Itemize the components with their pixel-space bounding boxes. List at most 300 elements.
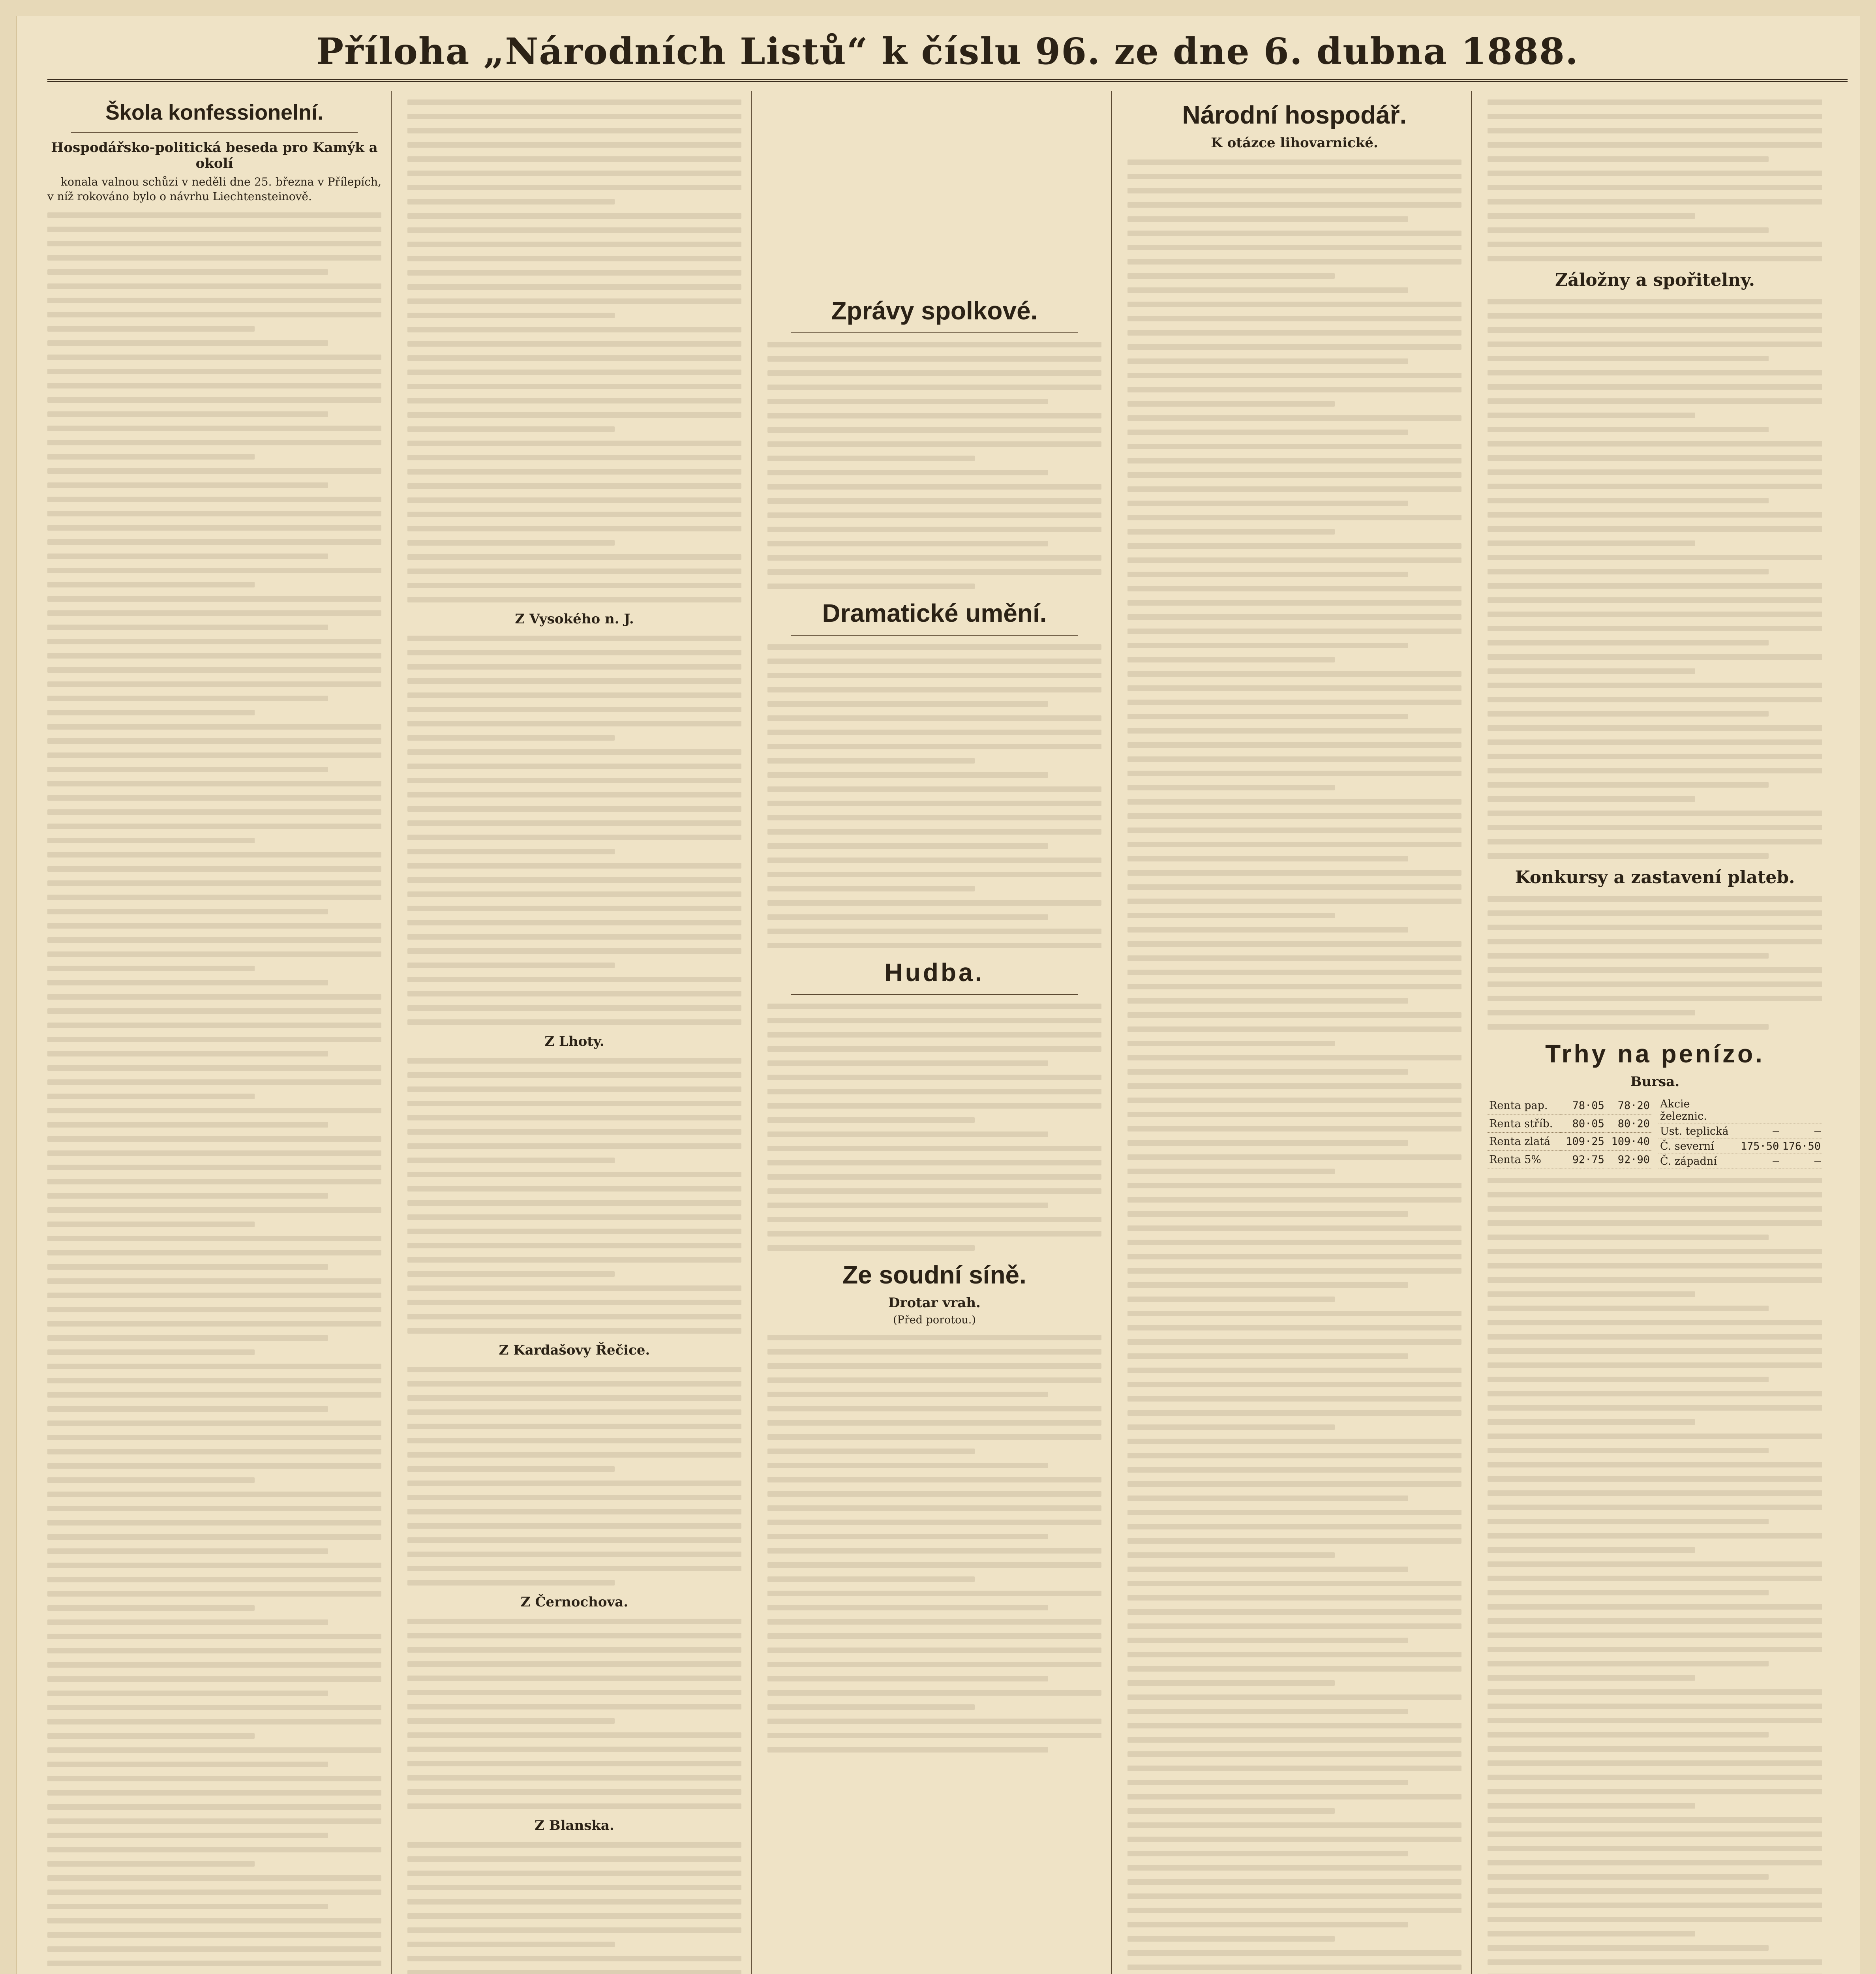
text-line: [47, 1747, 381, 1753]
text-line: [1127, 1652, 1461, 1657]
text-line: [47, 1619, 328, 1625]
text-line: [1127, 884, 1461, 890]
text-line: [407, 156, 741, 162]
text-line: [407, 806, 741, 812]
text-line: [47, 1591, 381, 1597]
text-line: [1127, 273, 1335, 279]
text-line: [47, 582, 255, 587]
text-line: [1488, 398, 1822, 404]
text-line: [407, 1243, 741, 1248]
text-block: [1127, 159, 1461, 1974]
text-line: [1127, 643, 1408, 648]
text-block: [407, 1619, 741, 1809]
text-line: [407, 1271, 615, 1277]
text-line: [767, 1690, 1101, 1696]
market-value: 109·40: [1606, 1133, 1651, 1151]
text-line: [1488, 1419, 1695, 1425]
text-line: [1488, 1618, 1822, 1624]
market-value: 176·50: [1780, 1139, 1822, 1154]
text-line: [47, 568, 381, 573]
text-line: [407, 441, 741, 446]
text-line: [1127, 1481, 1461, 1487]
text-line: [407, 1619, 741, 1624]
text-line: [1127, 799, 1461, 805]
text-line: [767, 470, 1048, 475]
text-line: [1127, 842, 1461, 847]
text-line: [1127, 529, 1335, 535]
text-line: [1127, 1012, 1461, 1018]
text-line: [767, 541, 1048, 546]
text-line: [47, 1534, 381, 1540]
text-line: [47, 795, 381, 801]
text-line: [47, 1420, 381, 1426]
text-line: [407, 1395, 741, 1401]
text-line: [47, 1520, 381, 1526]
text-line: [47, 326, 255, 332]
text-line: [407, 1885, 741, 1890]
market-row: [1658, 1097, 1822, 1124]
text-line: [767, 1131, 1048, 1137]
text-line: [767, 342, 1101, 347]
text-line: [1488, 1576, 1822, 1581]
text-line: [1127, 373, 1461, 378]
text-line: [47, 1818, 381, 1824]
text-line: [1127, 1254, 1461, 1259]
text-line: [1127, 1908, 1461, 1913]
lead-text: konala valnou schůzi v neděli dne 25. března v Přílepích, v níž rokováno bylo o návrhu Liechtensteinově.: [47, 175, 381, 203]
text-line: [767, 673, 1101, 678]
text-line: [47, 1691, 328, 1696]
text-line: [47, 1961, 381, 1966]
text-line: [407, 1381, 741, 1387]
text-line: [47, 994, 381, 1000]
text-line: [407, 636, 741, 641]
text-line: [407, 426, 615, 432]
text-line: [767, 1349, 1101, 1355]
text-line: [767, 1188, 1101, 1194]
text-line: [47, 1349, 255, 1355]
section-heading-economy: Národní hospodář.: [1182, 101, 1407, 129]
text-line: [407, 1129, 741, 1135]
text-line: [407, 327, 741, 332]
text-line: [767, 1174, 1101, 1180]
text-line: [1127, 1126, 1461, 1131]
text-line: [1127, 1225, 1461, 1231]
text-line: [1127, 1837, 1461, 1842]
text-line: [767, 1747, 1048, 1753]
text-line: [47, 1463, 381, 1469]
text-line: [407, 1452, 741, 1458]
text-line: [1488, 967, 1822, 973]
text-line: [1488, 1846, 1822, 1851]
text-line: [407, 920, 741, 925]
text-line: [1127, 1581, 1461, 1586]
text-line: [767, 456, 975, 461]
text-line: [1127, 174, 1461, 179]
text-line: [1127, 472, 1461, 478]
market-value: 175·50: [1739, 1139, 1781, 1154]
text-line: [767, 1103, 1101, 1109]
text-line: [407, 1214, 741, 1220]
text-line: [1127, 287, 1408, 293]
text-line: [1488, 1817, 1822, 1823]
text-line: [1127, 685, 1461, 691]
text-line: [1488, 1391, 1822, 1396]
text-line: [767, 1619, 1101, 1625]
text-line: [1127, 501, 1408, 506]
text-line: [47, 1122, 328, 1128]
text-line: [1488, 1235, 1769, 1240]
text-line: [47, 1278, 381, 1284]
text-line: [47, 909, 328, 914]
text-line: [1488, 441, 1822, 447]
text-line: [767, 1117, 975, 1123]
text-line: [407, 1552, 741, 1557]
text-line: [1488, 1903, 1822, 1908]
market-row: [1658, 1139, 1822, 1154]
text-line: [407, 877, 741, 883]
section-heading-court: Ze soudní síně.: [842, 1261, 1026, 1289]
text-line: [407, 835, 741, 840]
text-line: [1127, 970, 1461, 975]
text-line: [1127, 1865, 1461, 1871]
text-line: [1488, 356, 1769, 361]
text-line: [407, 99, 741, 105]
text-line: [407, 1257, 741, 1263]
text-line: [47, 852, 381, 858]
section-heading-school: Škola konfessionelní.: [105, 101, 324, 124]
subhead-lihovar: K otázce lihovarnické.: [1211, 135, 1378, 151]
text-line: [47, 1904, 328, 1909]
text-line: [1127, 387, 1461, 392]
text-line: [407, 1072, 741, 1078]
text-line: [407, 1172, 741, 1177]
text-line: [1127, 486, 1461, 492]
text-line: [1127, 1098, 1461, 1103]
text-line: [767, 584, 975, 589]
text-line: [407, 1101, 741, 1106]
text-line: [1488, 612, 1822, 617]
text-line: [1127, 657, 1335, 662]
text-line: [47, 212, 381, 218]
market-row: [1658, 1124, 1822, 1139]
text-line: [767, 1463, 1048, 1468]
text-line: [1488, 1874, 1769, 1880]
text-line: [407, 863, 741, 869]
text-line: [407, 792, 741, 797]
text-line: [407, 1285, 741, 1291]
text-line: [767, 659, 1101, 664]
text-line: [1488, 1291, 1695, 1297]
text-line: [767, 1662, 1101, 1667]
text-line: [1488, 1732, 1769, 1738]
text-line: [1488, 1348, 1822, 1354]
text-line: [1488, 1249, 1822, 1254]
text-line: [1488, 668, 1695, 674]
text-line: [407, 721, 741, 726]
text-block: [407, 1842, 741, 1974]
text-line: [407, 1789, 741, 1795]
text-line: [47, 554, 328, 559]
text-line: [407, 128, 741, 133]
text-line: [1127, 1893, 1461, 1899]
text-line: [1488, 583, 1822, 589]
text-line: [767, 815, 1101, 820]
text-line: [407, 749, 741, 755]
section-heading-news: Zprávy spolkové.: [831, 296, 1038, 325]
text-line: [407, 1005, 741, 1011]
text-line: [47, 966, 255, 971]
text-block: [1488, 1178, 1822, 1974]
text-line: [1488, 484, 1822, 489]
section-heading-music: Hudba.: [884, 958, 985, 987]
text-line: [1488, 1647, 1822, 1652]
text-line: [47, 411, 328, 417]
text-line: [1127, 700, 1461, 705]
text-block: [767, 1335, 1101, 1753]
text-line: [407, 963, 615, 968]
text-line: [47, 255, 381, 261]
text-line: [1127, 1936, 1335, 1942]
text-line: [47, 340, 328, 346]
text-line: [1127, 202, 1461, 208]
text-line: [1488, 299, 1822, 304]
text-line: [1127, 1183, 1461, 1188]
text-line: [1488, 1362, 1822, 1368]
text-line: [407, 1466, 615, 1472]
text-block: [767, 644, 1101, 948]
text-line: [407, 692, 741, 698]
text-line: [1488, 1306, 1769, 1311]
text-line: [1488, 1277, 1822, 1283]
text-line: [47, 312, 381, 317]
text-line: [1488, 1945, 1769, 1951]
text-line: [47, 781, 381, 786]
column-3: [767, 91, 1112, 1974]
text-line: [1488, 242, 1822, 247]
text-line: [47, 283, 381, 289]
text-line: [767, 687, 1101, 692]
text-line: [767, 1548, 1101, 1554]
text-line: [1488, 455, 1822, 461]
text-line: [767, 715, 1101, 721]
text-line: [1488, 1860, 1822, 1865]
text-line: [407, 284, 741, 290]
text-line: [767, 1004, 1101, 1009]
market-row: [1488, 1151, 1651, 1169]
text-line: [47, 440, 381, 445]
text-line: [767, 1160, 1101, 1165]
text-line: [1488, 626, 1822, 631]
text-line: [1127, 330, 1461, 336]
text-line: [407, 764, 741, 769]
text-line: [47, 511, 381, 516]
text-line: [1127, 1424, 1335, 1430]
text-line: [1127, 1822, 1461, 1828]
text-line: [407, 1566, 741, 1571]
market-row: [1488, 1115, 1651, 1133]
text-line: [1127, 1240, 1461, 1245]
text-line: [1127, 728, 1461, 734]
text-line: [1127, 1467, 1461, 1473]
text-line: [1488, 1661, 1769, 1666]
text-line: [407, 1186, 741, 1192]
text-line: [407, 1143, 741, 1149]
text-line: [47, 1136, 381, 1142]
text-line: [767, 1203, 1048, 1208]
text-line: [1127, 1922, 1408, 1927]
text-line: [1488, 1718, 1822, 1723]
text-line: [407, 1229, 741, 1234]
text-block: [407, 1058, 741, 1334]
text-line: [767, 872, 1101, 877]
text-line: [47, 866, 381, 872]
text-line: [1127, 1794, 1461, 1799]
text-line: [1488, 640, 1769, 645]
text-line: [1127, 344, 1461, 350]
text-line: [1127, 1709, 1408, 1714]
text-line: [407, 1314, 741, 1319]
text-line: [47, 738, 381, 744]
text-line: [407, 213, 741, 219]
text-line: [767, 1046, 1101, 1052]
market-label: Č. severní: [1658, 1139, 1739, 1154]
text-line: [767, 1018, 1101, 1023]
text-line: [767, 900, 1101, 906]
text-line: [47, 1179, 381, 1184]
text-line: [47, 824, 381, 829]
market-row: [1488, 1133, 1651, 1151]
text-line: [47, 1676, 381, 1682]
text-line: [407, 569, 741, 574]
text-line: [1127, 742, 1461, 748]
text-line: [47, 1037, 381, 1042]
text-line: [1127, 159, 1461, 165]
text-line: [1488, 1192, 1822, 1197]
text-line: [47, 1875, 381, 1881]
text-line: [407, 483, 741, 489]
text-line: [1127, 671, 1461, 677]
text-line: [1488, 427, 1769, 432]
text-line: [1127, 1538, 1461, 1544]
text-line: [407, 1718, 615, 1724]
text-line: [407, 778, 741, 783]
text-line: [1127, 813, 1461, 819]
text-line: [1488, 1490, 1822, 1496]
text-line: [1488, 1775, 1822, 1780]
text-line: [47, 369, 381, 374]
text-line: [1488, 1024, 1769, 1030]
text-line: [1127, 586, 1461, 591]
text-line: [1127, 245, 1461, 250]
text-line: [407, 1058, 741, 1064]
text-line: [767, 1505, 1101, 1511]
text-line: [407, 1704, 741, 1709]
text-line: [1127, 1282, 1408, 1288]
text-line: [47, 1634, 381, 1639]
section-heading-savings: Záložny a spořitelny.: [1555, 270, 1755, 290]
text-line: [767, 943, 1101, 948]
text-line: [767, 1719, 1101, 1724]
text-line: [1127, 1041, 1335, 1046]
text-line: [767, 1591, 1101, 1596]
text-line: [1127, 1751, 1461, 1757]
text-line: [47, 767, 328, 772]
column-2-subhead: Z Blanska.: [535, 1818, 614, 1833]
text-line: [1127, 984, 1461, 989]
text-block: [407, 1367, 741, 1586]
text-line: [1488, 1263, 1822, 1268]
text-line: [767, 730, 1101, 735]
text-line: [407, 554, 741, 560]
text-line: [47, 1165, 381, 1170]
text-line: [1488, 1405, 1822, 1411]
text-line: [47, 1804, 381, 1810]
text-line: [407, 650, 741, 655]
text-line: [1488, 1746, 1822, 1752]
text-line: [47, 710, 255, 715]
text-line: [1127, 1154, 1461, 1160]
text-line: [47, 1506, 381, 1511]
text-line: [1127, 1055, 1461, 1060]
text-line: [1127, 899, 1461, 904]
text-line: [1127, 1325, 1461, 1330]
text-line: [47, 1705, 381, 1710]
text-line: [407, 891, 741, 897]
text-line: [47, 1918, 381, 1923]
text-line: [1127, 1808, 1335, 1814]
text-line: [47, 1733, 255, 1739]
market-label: Renta stříb.: [1488, 1115, 1561, 1133]
text-line: [1127, 1353, 1408, 1359]
text-line: [47, 1307, 381, 1312]
text-line: [1127, 1595, 1461, 1601]
text-line: [1127, 941, 1461, 947]
text-line: [1127, 1211, 1408, 1217]
text-line: [1488, 142, 1822, 148]
text-line: [47, 1861, 255, 1867]
column-2-subhead: Z Lhoty.: [544, 1034, 604, 1049]
text-line: [1488, 953, 1769, 959]
text-line: [1127, 1552, 1335, 1558]
text-line: [1488, 1519, 1769, 1524]
text-line: [1127, 1268, 1461, 1274]
text-line: [767, 744, 1101, 749]
text-line: [407, 313, 615, 318]
text-line: [47, 610, 381, 616]
text-line: [47, 1236, 381, 1241]
text-line: [1488, 1831, 1822, 1837]
text-line: [407, 227, 741, 233]
text-line: [1127, 1766, 1461, 1771]
text-line: [407, 707, 741, 712]
text-line: [767, 1520, 1101, 1525]
text-line: [1488, 1604, 1822, 1610]
text-line: [1488, 569, 1769, 574]
text-line: [1488, 1760, 1822, 1766]
text-block: [47, 212, 381, 1974]
text-line: [767, 1434, 1101, 1440]
text-line: [1488, 725, 1822, 731]
text-line: [1488, 1178, 1822, 1183]
text-line: [767, 441, 1101, 447]
market-label: Ust. teplická: [1658, 1124, 1739, 1139]
text-line: [407, 1856, 741, 1862]
text-line: [1127, 1950, 1461, 1956]
text-line: [407, 597, 741, 602]
text-line: [47, 1492, 381, 1497]
market-row: [1658, 1154, 1822, 1169]
